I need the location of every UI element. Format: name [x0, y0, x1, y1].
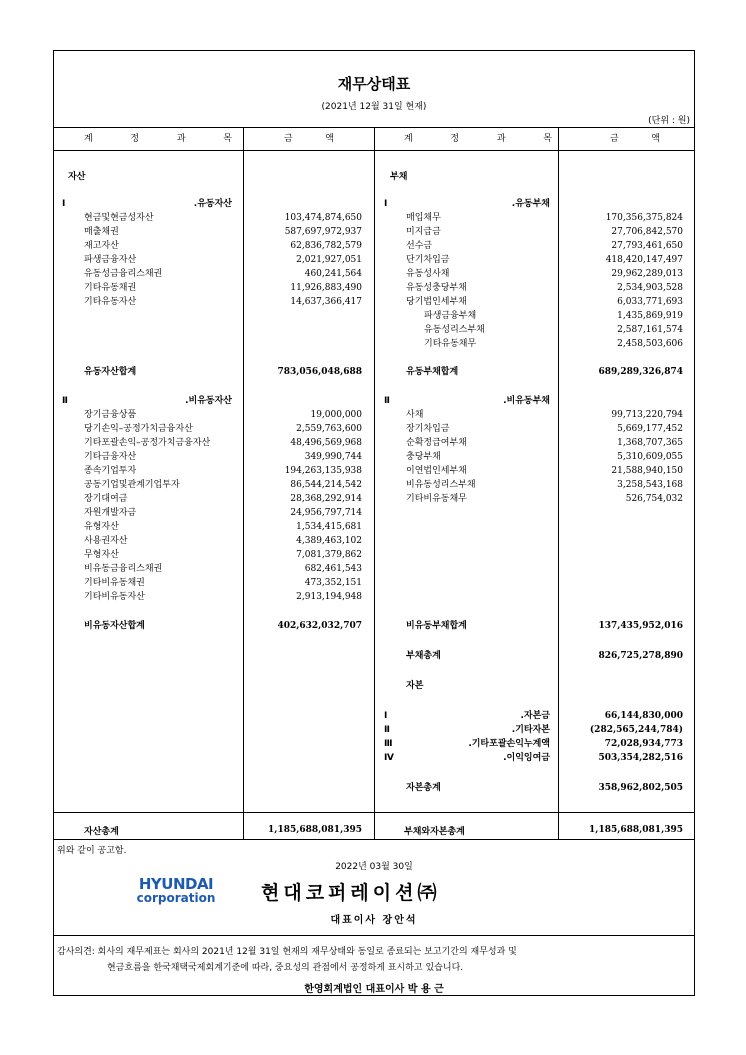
liability-row-label — [384, 197, 550, 211]
asset-row-label — [84, 436, 232, 450]
header-cell: 과 — [496, 134, 506, 144]
row-label-text: 기타유동채무 — [424, 339, 477, 349]
asset-row-label — [84, 211, 232, 225]
liability-row-label — [384, 751, 550, 765]
asset-row-amount: 460,241,564 — [304, 269, 362, 279]
asset-row-label — [84, 576, 232, 590]
header-cell: 액 — [325, 134, 334, 144]
liability-row-amount: 2,587,161,574 — [617, 325, 683, 335]
asset-row-amount: 2,559,763,600 — [296, 424, 362, 434]
liability-row-amount: 137,435,952,016 — [598, 621, 683, 631]
liability-row-amount: 29,962,289,013 — [611, 269, 683, 279]
liability-row-amount: 5,310,609,055 — [617, 452, 683, 462]
ceo-name: 대표이사 장안석 — [330, 915, 418, 926]
row-label-text: Ⅱ.기타자본 — [384, 725, 550, 735]
row-label-text: 유동성금융리스채권 — [84, 269, 163, 279]
row-label-text: 자본총계 — [406, 783, 441, 793]
asset-row-label — [84, 253, 232, 267]
liability-row-label — [406, 211, 550, 225]
liability-row-amount: 689,289,326,874 — [598, 367, 683, 377]
header-cell: 계 — [404, 134, 413, 144]
liability-row-label — [390, 170, 550, 184]
liability-row-label — [406, 436, 550, 450]
asset-row-label — [84, 464, 232, 478]
row-label-text: Ⅰ.유동부채 — [384, 199, 550, 209]
total-liabilities-equity-label: 부채와자본총계 — [404, 827, 465, 837]
asset-row-amount: 682,461,543 — [304, 564, 362, 574]
row-label-text: 비유동자산합계 — [84, 621, 145, 631]
asset-row-label — [84, 365, 232, 379]
liability-row-amount: 21,588,940,150 — [611, 466, 683, 476]
header-cell: 목 — [223, 134, 232, 144]
row-label-text: Ⅳ.이익잉여금 — [384, 753, 550, 763]
row-label-text: 유동성사채 — [406, 269, 450, 279]
liability-row-amount: 418,420,147,497 — [605, 255, 683, 265]
row-label-text: 충당부채 — [406, 452, 441, 462]
company-name: 현대코퍼레이션㈜ — [261, 882, 441, 904]
asset-row-label — [84, 590, 232, 604]
liability-row-label — [406, 649, 550, 663]
liability-row-amount: 503,354,282,516 — [598, 753, 683, 763]
asset-row-label — [84, 520, 232, 534]
asset-row-label — [84, 562, 232, 576]
row-label-text: 무형자산 — [84, 550, 119, 560]
liability-row-label — [406, 239, 550, 253]
unit-label: (단위 : 원) — [648, 116, 690, 126]
liability-row-amount: 3,258,543,168 — [617, 480, 683, 490]
page-title: 재무상태표 — [337, 75, 411, 93]
liability-row-amount: 66,144,830,000 — [604, 711, 683, 721]
row-label-text: Ⅰ.유동자산 — [62, 199, 232, 209]
row-label-text: 종속기업투자 — [84, 466, 137, 476]
row-label-text: 자원개발자금 — [84, 508, 137, 518]
header-cell: 액 — [651, 134, 660, 144]
liability-row-label — [406, 295, 550, 309]
liability-row-amount: 170,356,375,824 — [605, 213, 683, 223]
asset-row-label — [84, 450, 232, 464]
asset-row-label — [62, 394, 232, 408]
liability-row-label — [406, 267, 550, 281]
liability-row-amount: 27,793,461,650 — [611, 241, 683, 251]
asset-row-amount: 7,081,379,862 — [296, 550, 362, 560]
row-label-text: 장기대여금 — [84, 494, 128, 504]
row-label-text: 유동성충당부채 — [406, 283, 467, 293]
auditor-name: 한영회계법인 대표이사 박 용 근 — [304, 984, 444, 995]
asset-row-amount: 349,990,744 — [304, 452, 362, 462]
asset-row-label — [84, 225, 232, 239]
liability-row-label — [406, 253, 550, 267]
total-assets-amount: 1,185,688,081,395 — [268, 825, 362, 835]
row-label-text: 비유동성리스부채 — [406, 480, 476, 490]
row-label-text: 자산 — [68, 172, 86, 182]
asset-row-label — [84, 239, 232, 253]
row-label-text: 순확정급여부채 — [406, 438, 467, 448]
header-amount-right — [610, 128, 660, 150]
row-label-text: 부채총계 — [406, 651, 441, 661]
liability-row-amount: 358,962,802,505 — [598, 783, 683, 793]
hyundai-logo: HYUNDAI corporation — [136, 875, 216, 905]
row-label-text: 사용권자산 — [84, 536, 128, 546]
row-label-text: 기타비유동채권 — [84, 578, 145, 588]
row-label-text: 유동부채합계 — [406, 367, 459, 377]
liability-row-amount: (282,565,244,784) — [589, 725, 683, 735]
asset-row-amount: 2,021,927,051 — [296, 255, 362, 265]
row-label-text: 유형자산 — [84, 522, 119, 532]
header-cell: 과 — [176, 134, 186, 144]
liability-row-amount: 6,033,771,693 — [617, 297, 683, 307]
asset-row-label — [84, 619, 232, 633]
asset-row-amount: 24,956,797,714 — [290, 508, 362, 518]
header-cell: 정 — [450, 134, 460, 144]
liability-row-label — [384, 723, 550, 737]
row-label-text: 비유동부채합계 — [406, 621, 467, 631]
row-label-text: 기타유동채권 — [84, 283, 137, 293]
asset-row-label — [84, 506, 232, 520]
liability-row-label — [406, 408, 550, 422]
asset-row-amount: 402,632,032,707 — [277, 621, 362, 631]
liability-row-amount: 2,458,503,606 — [617, 339, 683, 349]
liability-row-label — [406, 464, 550, 478]
asset-row-label — [84, 408, 232, 422]
liability-row-label — [406, 422, 550, 436]
row-label-text: 재고자산 — [84, 241, 119, 251]
asset-row-amount: 62,836,782,579 — [290, 241, 362, 251]
asset-row-amount: 11,926,883,490 — [290, 283, 362, 293]
row-label-text: 매입채무 — [406, 213, 441, 223]
asset-row-amount: 2,913,194,948 — [296, 592, 362, 602]
liability-row-label — [406, 478, 550, 492]
row-label-text: 유동자산합계 — [84, 367, 137, 377]
asset-row-amount: 86,544,214,542 — [290, 480, 362, 490]
liability-row-label — [384, 737, 550, 751]
liability-row-amount: 1,368,707,365 — [617, 438, 683, 448]
row-label-text: 현금및현금성자산 — [84, 213, 154, 223]
asset-row-label — [84, 422, 232, 436]
row-label-text: 공동기업및관계기업투자 — [84, 480, 180, 490]
header-cell: 정 — [130, 134, 140, 144]
liability-row-label — [406, 365, 550, 379]
row-label-text: 장기금융상품 — [84, 410, 137, 420]
liability-row-label — [406, 225, 550, 239]
row-label-text: 선수금 — [406, 241, 433, 251]
column-divider — [243, 128, 244, 839]
balance-table — [54, 127, 694, 840]
notice-text: 위와 같이 공고함. — [57, 846, 127, 856]
liability-row-amount: 526,754,032 — [625, 494, 683, 504]
liability-row-label — [406, 781, 550, 795]
row-label-text: Ⅱ.비유동자산 — [62, 396, 232, 406]
total-liabilities-equity-amount: 1,185,688,081,395 — [589, 825, 683, 835]
row-label-text: 부채 — [390, 172, 408, 182]
row-label-text: 미지급금 — [406, 227, 441, 237]
asset-row-amount: 1,534,415,681 — [296, 522, 362, 532]
liability-row-amount: 99,713,220,794 — [611, 410, 683, 420]
row-label-text: Ⅱ.비유동부채 — [384, 396, 550, 406]
column-divider — [558, 128, 559, 839]
header-account-left — [84, 128, 232, 150]
row-label-text: 이연법인세부채 — [406, 466, 467, 476]
asset-row-amount: 194,263,135,938 — [284, 466, 362, 476]
liability-row-amount: 2,534,903,528 — [617, 283, 683, 293]
row-label-text: 당기법인세부채 — [406, 297, 467, 307]
asset-row-amount: 473,352,151 — [304, 578, 362, 588]
row-label-text: 기타비유동자산 — [84, 592, 145, 602]
asset-row-amount: 48,496,569,968 — [290, 438, 362, 448]
footer-divider — [54, 935, 694, 936]
report-date: (2021년 12월 31일 현재) — [321, 102, 427, 112]
column-divider — [374, 128, 375, 839]
row-label-text: 사채 — [406, 410, 424, 420]
liability-row-label — [406, 281, 550, 295]
row-label-text: 기타비유동채무 — [406, 494, 467, 504]
asset-row-label — [84, 534, 232, 548]
row-label-text: 장기차입금 — [406, 424, 450, 434]
liability-row-label — [424, 323, 550, 337]
asset-row-label — [84, 295, 232, 309]
row-label-text: 파생금융부채 — [424, 311, 477, 321]
asset-row-amount: 4,389,463,102 — [296, 536, 362, 546]
row-label-text: Ⅰ.자본금 — [384, 711, 550, 721]
asset-row-amount: 103,474,874,650 — [284, 213, 362, 223]
asset-row-amount: 587,697,972,937 — [284, 227, 362, 237]
liability-row-label — [384, 709, 550, 723]
header-account-right — [404, 128, 552, 150]
total-assets-label: 자산총계 — [84, 827, 119, 837]
asset-row-label — [84, 548, 232, 562]
audit-opinion-line1: 감사의견: 회사의 재무제표는 회사의 2021년 12월 31일 현재의 재무상태와 동일로 종료되는 보고기간의 재무성과 및 — [57, 947, 517, 957]
row-label-text: Ⅲ.기타포괄손익누계액 — [384, 739, 550, 749]
liability-row-label — [406, 450, 550, 464]
liability-row-amount: 72,028,934,773 — [604, 739, 683, 749]
row-label-text: 자본 — [406, 681, 424, 691]
liability-row-label — [406, 492, 550, 506]
asset-row-label — [84, 492, 232, 506]
notice-date: 2022년 03월 30일 — [335, 862, 413, 872]
liability-row-amount: 5,669,177,452 — [617, 424, 683, 434]
row-label-text: 비유동금융리스채권 — [84, 564, 163, 574]
asset-row-amount: 28,368,292,914 — [290, 494, 362, 504]
row-label-text: 단기차입금 — [406, 255, 450, 265]
asset-row-amount: 14,637,366,417 — [290, 297, 362, 307]
header-cell: 목 — [543, 134, 552, 144]
row-label-text: 기타유동자산 — [84, 297, 137, 307]
header-cell: 금 — [610, 134, 619, 144]
liability-row-label — [384, 394, 550, 408]
asset-row-label — [62, 197, 232, 211]
row-label-text: 당기손익–공정가치금융자산 — [84, 424, 193, 434]
liability-row-label — [406, 619, 550, 633]
liability-row-amount: 826,725,278,890 — [598, 651, 683, 661]
balance-sheet — [53, 50, 695, 996]
liability-row-amount: 27,706,842,570 — [611, 227, 683, 237]
row-label-text: 파생금융자산 — [84, 255, 137, 265]
row-label-text: 기타포괄손익–공정가치금융자산 — [84, 438, 211, 448]
liability-row-label — [406, 679, 550, 693]
header-amount-left — [284, 128, 334, 150]
row-label-text: 매출채권 — [84, 227, 119, 237]
liability-row-label — [424, 309, 550, 323]
asset-row-label — [68, 170, 232, 184]
asset-row-amount: 783,056,048,688 — [277, 367, 362, 377]
asset-row-label — [84, 267, 232, 281]
asset-row-label — [84, 281, 232, 295]
header-cell: 계 — [84, 134, 93, 144]
asset-row-amount: 19,000,000 — [310, 410, 362, 420]
asset-row-label — [84, 478, 232, 492]
header-cell: 금 — [284, 134, 293, 144]
row-label-text: 유동성리스부채 — [424, 325, 485, 335]
liability-row-amount: 1,435,869,919 — [617, 311, 683, 321]
audit-opinion-line2: 현금흐름을 한국채택국제회계기준에 따라, 중요성의 관점에서 공정하게 표시하고 있습니다. — [107, 963, 464, 973]
liability-row-label — [424, 337, 550, 351]
row-label-text: 기타금융자산 — [84, 452, 137, 462]
